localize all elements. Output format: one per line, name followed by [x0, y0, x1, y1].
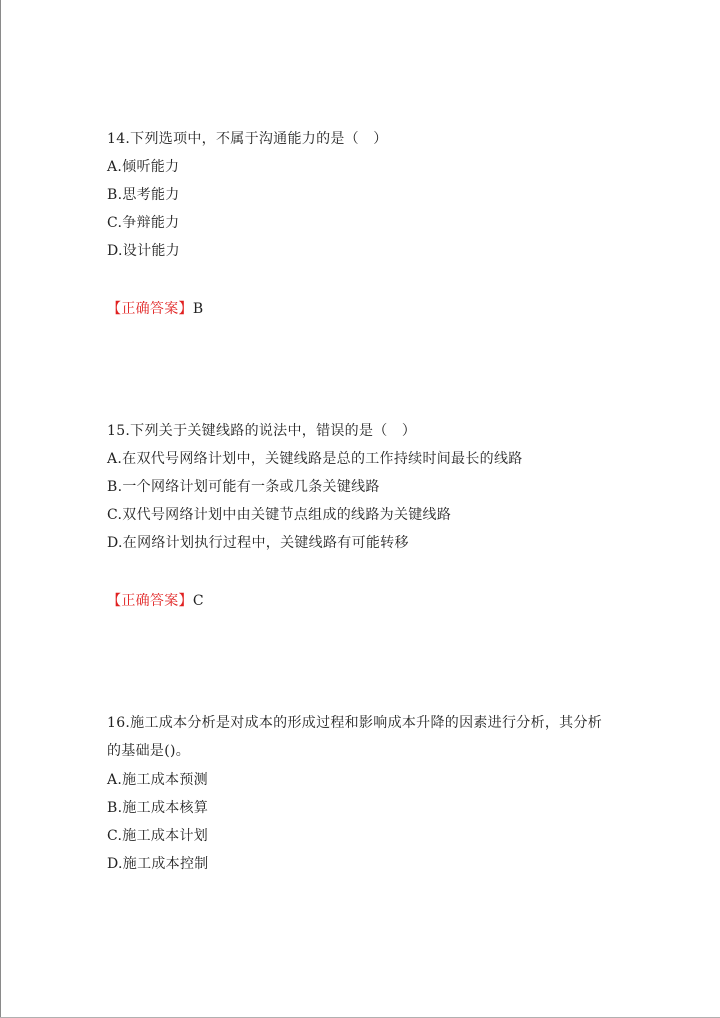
question-15-answer	[107, 591, 204, 611]
question-16-option-b: B.施工成本核算	[107, 800, 209, 816]
question-16-option-d: D.施工成本控制	[107, 856, 209, 872]
question-15-option-b: B.一个网络计划可能有一条或几条关键线路	[107, 479, 380, 495]
answer-close-bracket: 】	[178, 593, 193, 609]
answer-value: B	[192, 301, 204, 317]
question-14-option-b: B.思考能力	[107, 187, 180, 203]
question-16-stem-line-2: 的基础是()。	[107, 743, 191, 759]
question-16-option-c: C.施工成本计划	[107, 828, 209, 844]
question-16-option-a: A.施工成本预测	[107, 772, 208, 788]
answer-open-bracket: 【	[107, 301, 122, 317]
question-14-answer	[107, 299, 203, 319]
question-15-option-d: D.在网络计划执行过程中，关键线路有可能转移	[107, 535, 409, 551]
question-14-option-c: C.争辩能力	[107, 215, 180, 231]
answer-open-bracket: 【	[107, 593, 122, 609]
answer-close-bracket: 】	[178, 301, 193, 317]
page-left-border	[0, 0, 1, 1018]
question-15-option-c: C.双代号网络计划中由关键节点组成的线路为关键线路	[107, 507, 452, 523]
question-14-stem: 14.下列选项中，不属于沟通能力的是（ ）	[107, 131, 388, 147]
answer-label: 正确答案	[121, 301, 179, 317]
answer-label: 正确答案	[121, 593, 179, 609]
question-14-option-a: A.倾听能力	[107, 159, 180, 175]
question-14-option-d: D.设计能力	[107, 243, 180, 259]
question-16-stem-line-1: 16.施工成本分析是对成本的形成过程和影响成本升降的因素进行分析，其分析	[107, 715, 603, 731]
answer-value: C	[192, 593, 204, 609]
question-15-option-a: A.在双代号网络计划中，关键线路是总的工作持续时间最长的线路	[107, 451, 523, 467]
question-15-stem: 15.下列关于关键线路的说法中，错误的是（ ）	[107, 423, 417, 439]
